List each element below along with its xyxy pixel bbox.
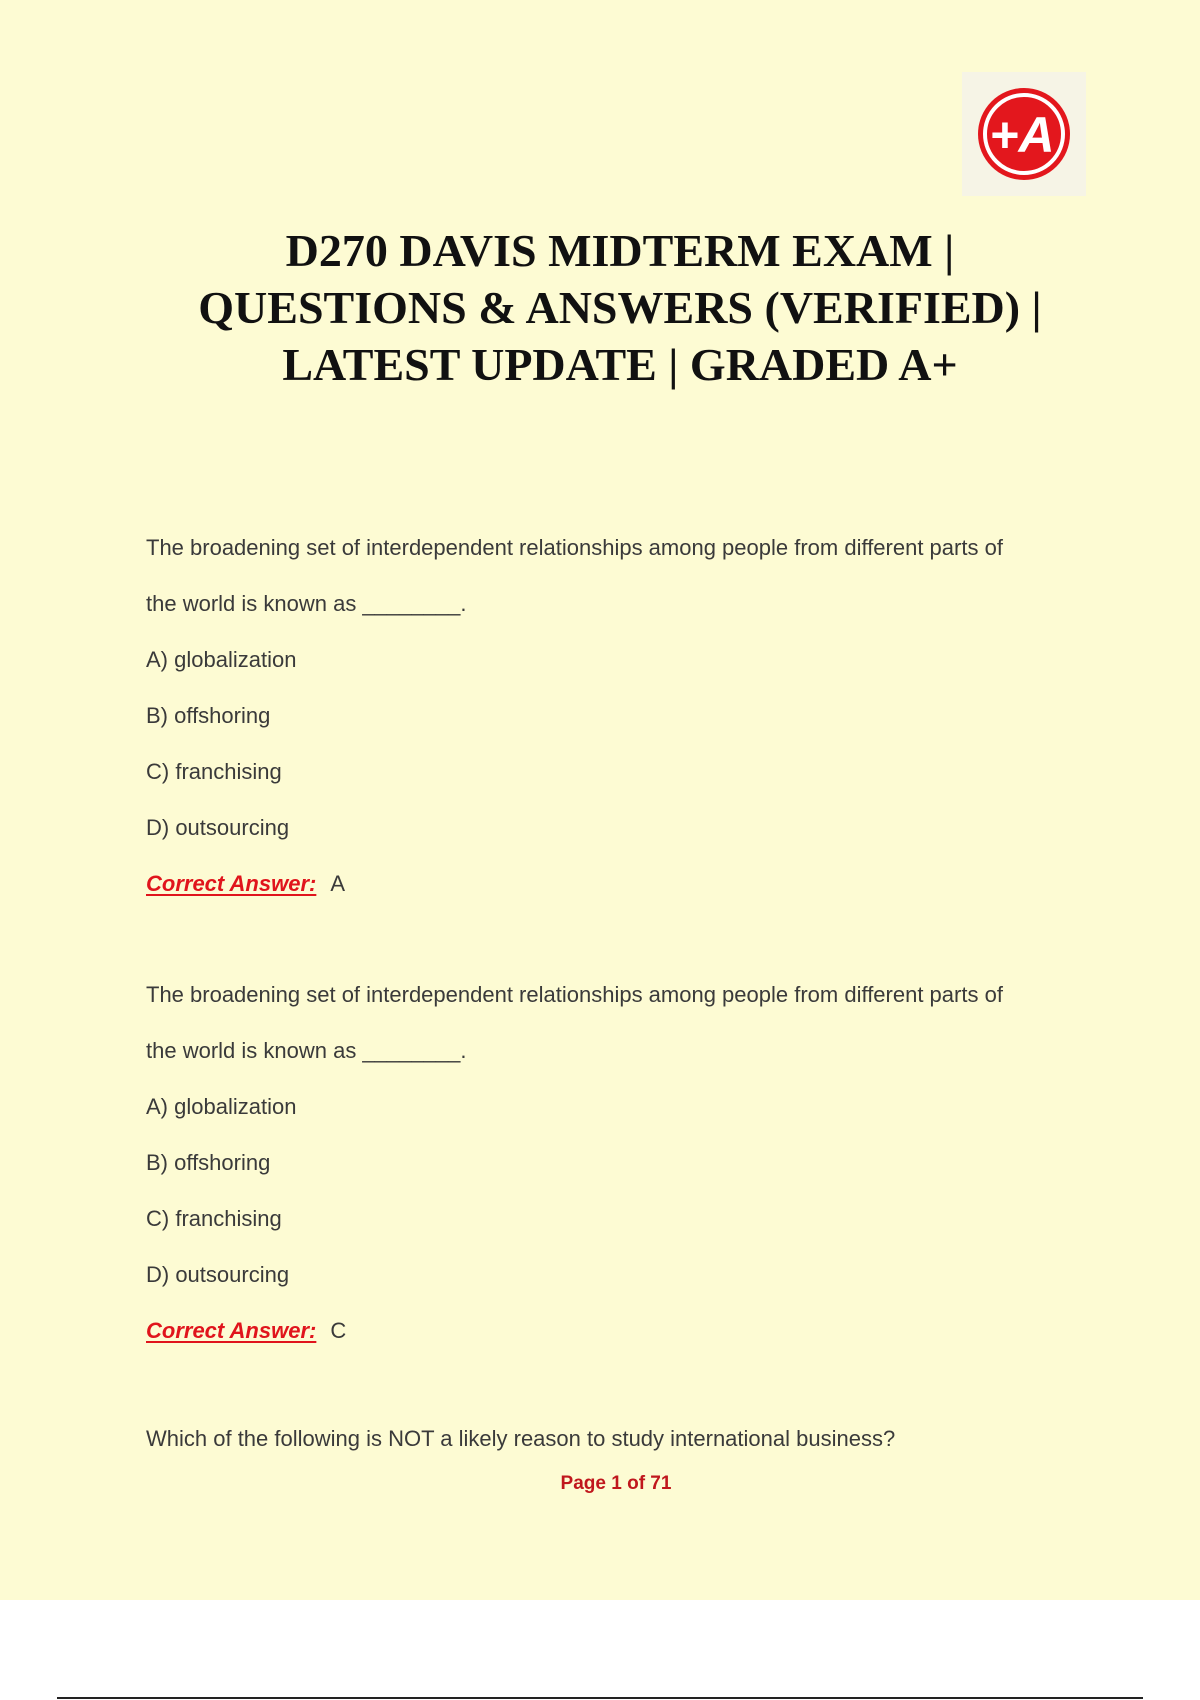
question-block <box>146 967 1106 1359</box>
correct-answer-row <box>146 1303 1106 1359</box>
answer-option: B) offshoring <box>146 703 271 728</box>
correct-answer-value: A <box>330 871 346 896</box>
answer-option: C) franchising <box>146 759 282 784</box>
answer-option: D) outsourcing <box>146 815 290 840</box>
question-stem-line: the world is known as ________. <box>146 1038 467 1063</box>
logo-text: +A <box>989 107 1055 163</box>
answer-option: D) outsourcing <box>146 1262 290 1287</box>
answer-option: C) franchising <box>146 1206 282 1231</box>
question-stem-line: The broadening set of interdependent relationships among people from different parts of <box>146 982 1003 1007</box>
question-stem-line: the world is known as ________. <box>146 591 467 616</box>
correct-answer-row <box>146 856 1106 912</box>
answer-option: B) offshoring <box>146 1150 271 1175</box>
question-block <box>146 520 1106 912</box>
correct-answer-label: Correct Answer: <box>146 1318 317 1343</box>
answer-option: A) globalization <box>146 1094 297 1119</box>
document-title <box>100 222 1140 393</box>
title-line: LATEST UPDATE | GRADED A+ <box>282 339 958 390</box>
question-stem-line: Which of the following is NOT a likely reason to study international business? <box>146 1426 896 1451</box>
page-divider <box>57 1697 1143 1699</box>
title-line: QUESTIONS & ANSWERS (VERIFIED) | <box>198 282 1042 333</box>
correct-answer-value: C <box>330 1318 347 1343</box>
correct-answer-label: Correct Answer: <box>146 871 317 896</box>
question-list <box>146 520 1106 1414</box>
page-number: Page 1 of 71 <box>560 1473 672 1494</box>
question-stem-line: The broadening set of interdependent relationships among people from different parts of <box>146 535 1003 560</box>
answer-option: A) globalization <box>146 647 297 672</box>
title-line: D270 DAVIS MIDTERM EXAM | <box>285 225 955 276</box>
a-plus-grade-logo-icon <box>962 72 1086 196</box>
